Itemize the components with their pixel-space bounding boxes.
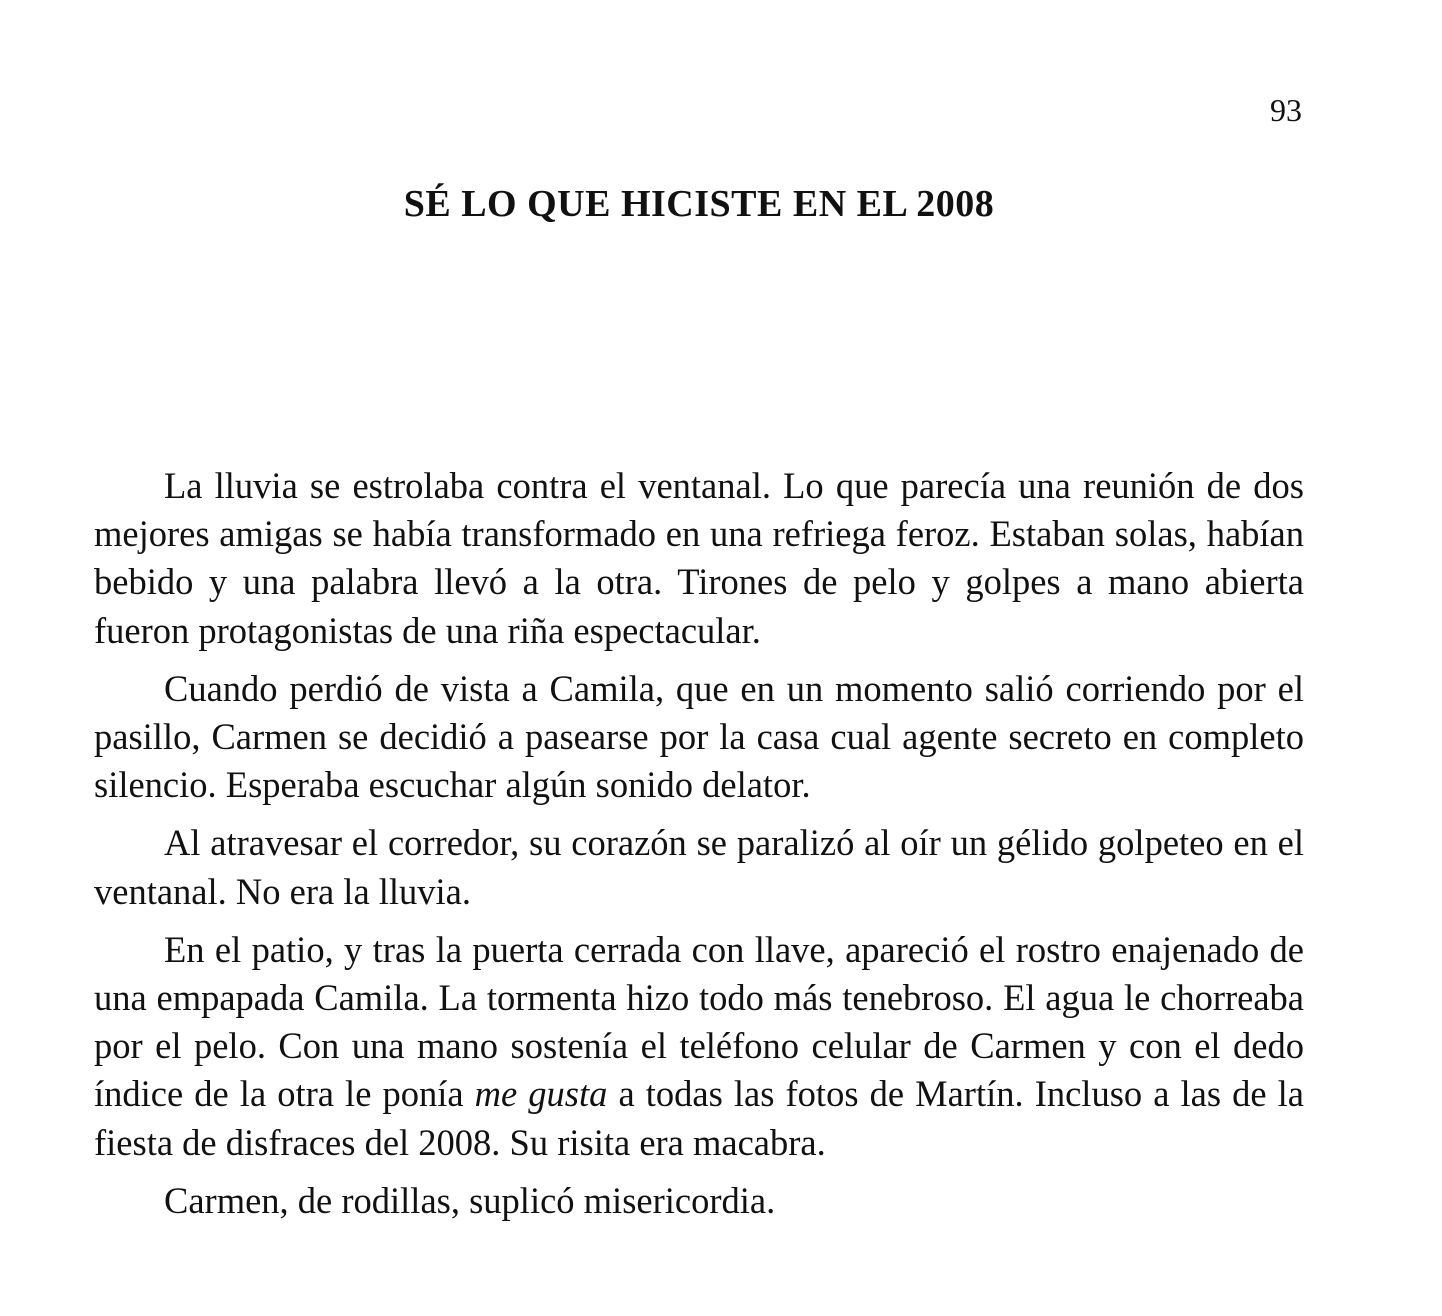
paragraph-4: [94, 926, 1304, 1167]
paragraph-4-text-after: a todas las fotos de Martín. Incluso a las de la fiesta de disfraces del 2008. Su risita era macabra.: [94, 1073, 1305, 1163]
paragraph-2: Cuando perdió de vista a Camila, que en un momento salió corriendo por el pasillo, Carmen se decidió a pasearse por la casa cual agente secreto en completo silencio. Esperaba escuchar algún sonido delator.: [94, 667, 1304, 806]
paragraph-4-italic-phrase: me gusta: [474, 1073, 608, 1115]
chapter-body: [94, 462, 1304, 1235]
page-number: 93: [1270, 92, 1302, 128]
paragraph-3: Al atravesar el corredor, su corazón se paralizó al oír un gélido golpeteo en el ventanal. No era la lluvia.: [94, 822, 1304, 912]
paragraph-4-text-before: En el patio, y tras la puerta cerrada con llave, apareció el rostro enajenado de una empapada Camila. La tormenta hizo todo más tenebroso. El agua le chorreaba por el pelo. Con una mano sostenía el teléfono celular de Carmen y con el dedo índice de la otra le ponía: [94, 928, 1304, 1115]
paragraph-5: Carmen, de rodillas, suplicó misericordia.: [164, 1179, 776, 1221]
paragraph-1: La lluvia se estrolaba contra el ventanal. Lo que parecía una reunión de dos mejores amigas se había transformado en una refriega feroz. Estaban solas, habían bebido y una palabra llevó a la otra. Tirones de pelo y golpes a mano abierta fueron protagonistas de una riña espectacular.: [94, 465, 1304, 651]
chapter-title: SÉ LO QUE HICISTE EN EL 2008: [403, 183, 995, 225]
